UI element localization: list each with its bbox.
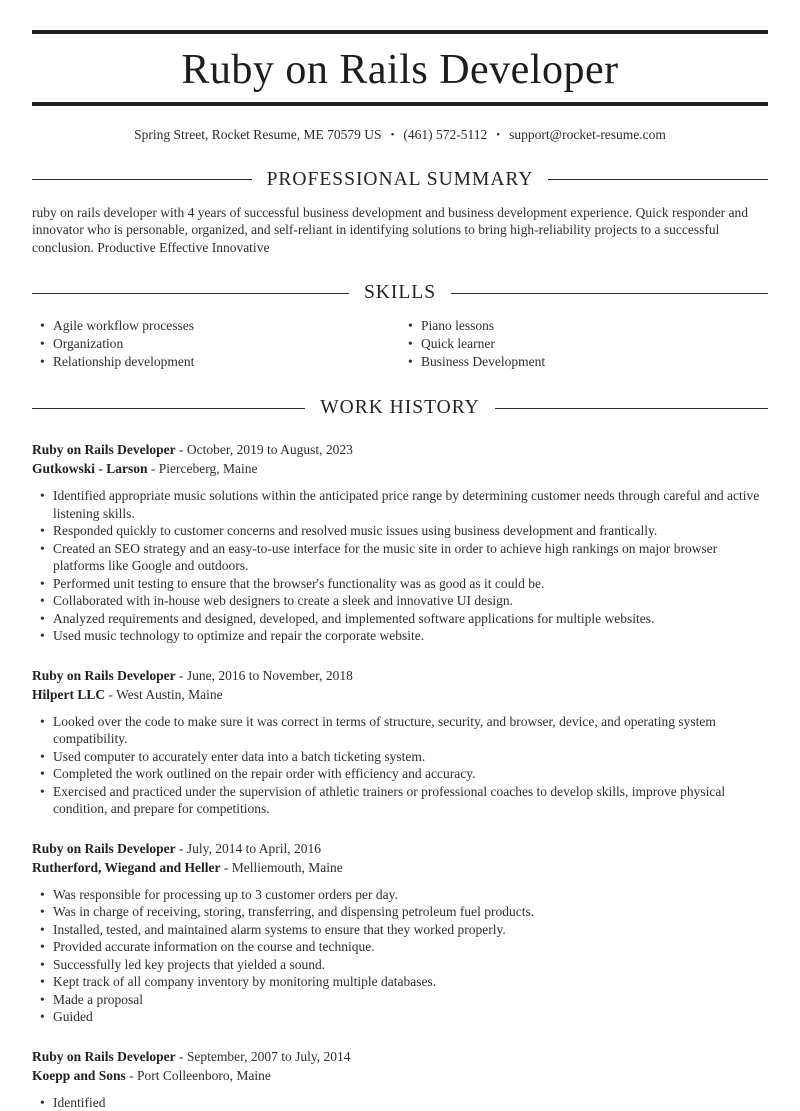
title-divider [32,102,768,106]
job-bullet: • Collaborated with in-house web designers to create a sleek and innovative UI design. [32,592,768,610]
job-entry [32,666,768,818]
section-heading-work-history [32,397,768,419]
section-title: PROFESSIONAL SUMMARY [266,168,534,190]
job-entry [32,1047,768,1111]
job-title: Ruby on Rails Developer [32,1048,176,1064]
contact-address: Spring Street, Rocket Resume, ME 70579 US [134,126,382,142]
page-title: Ruby on Rails Developer [181,47,619,93]
job-bullet: • Looked over the code to make sure it was correct in terms of structure, security, and browser, device, and operating system compatibility. [32,713,768,748]
heading-rule-right [451,293,768,294]
job-dates: - October, 2019 to August, 2023 [175,442,353,458]
job-employer-line [32,459,768,478]
job-employer-line [32,858,768,877]
skill-item: • Quick learner [400,335,768,353]
job-bullet: • Identified appropriate music solutions within the anticipated price range by determining customer needs through careful and active listening skills. [32,487,768,522]
job-title: Ruby on Rails Developer [32,667,176,683]
contact-separator-dot: • [496,128,501,141]
job-bullet: • Performed unit testing to ensure that the browser's functionality was as good as it could be. [32,575,768,593]
job-bullet: • Kept track of all company inventory by monitoring multiple databases. [32,973,768,991]
contact-line [32,127,768,143]
job-title-line [32,440,768,459]
job-bullet-list [32,713,768,818]
job-employer: Hilpert LLC [32,686,106,702]
skill-item: • Piano lessons [400,317,768,335]
work-history-jobs [32,440,768,1111]
heading-rule-right [495,408,768,409]
skills-column-right [400,317,768,371]
contact-email: support@rocket-resume.com [509,126,666,142]
job-entry [32,839,768,1026]
job-dates: - July, 2014 to April, 2016 [175,840,322,856]
heading-rule-left [32,408,305,409]
job-dates: - June, 2016 to November, 2018 [175,667,353,683]
job-employer: Koepp and Sons [32,1067,126,1083]
job-bullet-list [32,1094,768,1111]
heading-rule-left [32,293,349,294]
job-employer-line [32,1066,768,1085]
section-heading-professional-summary [32,169,768,191]
job-title-line [32,839,768,858]
job-title: Ruby on Rails Developer [32,840,176,856]
job-employer-line [32,685,768,704]
job-bullet: • Used computer to accurately enter data into a batch ticketing system. [32,748,768,766]
skill-item: • Agile workflow processes [32,317,400,335]
job-bullet: • Successfully led key projects that yielded a sound. [32,956,768,974]
job-bullet: • Installed, tested, and maintained alarm systems to ensure that they worked properly. [32,921,768,939]
job-employer: Gutkowski - Larson [32,461,148,477]
job-location: - Port Colleenboro, Maine [125,1067,271,1083]
section-heading-skills [32,282,768,304]
job-title-line [32,666,768,685]
job-bullet: • Completed the work outlined on the repair order with efficiency and accuracy. [32,765,768,783]
skill-item: • Relationship development [32,353,400,371]
job-bullet: • Identified [32,1094,768,1111]
section-title: WORK HISTORY [320,397,480,419]
job-entry [32,440,768,645]
skill-item: • Organization [32,335,400,353]
top-divider [32,30,768,34]
contact-phone: (461) 572-5112 [403,126,488,142]
job-bullet-list [32,886,768,1026]
job-location: - Melliemouth, Maine [220,859,343,875]
job-dates: - September, 2007 to July, 2014 [175,1048,351,1064]
heading-rule-right [548,179,768,180]
skills-columns [32,317,768,371]
skills-column-left [32,317,400,371]
job-title-line [32,1047,768,1066]
job-bullet: • Was responsible for processing up to 3 customer orders per day. [32,886,768,904]
job-bullet: • Guided [32,1008,768,1026]
professional-summary-text: ruby on rails developer with 4 years of successful business development and business development experience. Quick responder and innovator who is personable, organized, and self-reliant in identifying solutions to bring high-reliability projects to a successful conclusion. Productive Effective Innovative [32,204,749,255]
job-bullet: • Analyzed requirements and designed, developed, and implemented software applications for multiple websites. [32,610,768,628]
job-bullet: • Was in charge of receiving, storing, transferring, and dispensing petroleum fuel products. [32,903,768,921]
section-title: SKILLS [363,282,437,304]
job-bullet: • Exercised and practiced under the supervision of athletic trainers or professional coaches to develop skills, improve physical condition, and prepare for competitions. [32,783,768,818]
job-bullet-list [32,487,768,645]
job-bullet: • Made a proposal [32,991,768,1009]
job-location: - Pierceberg, Maine [147,461,258,477]
job-location: - West Austin, Maine [105,686,223,702]
job-bullet: • Provided accurate information on the course and technique. [32,938,768,956]
contact-separator-dot: • [390,128,395,141]
job-bullet: • Used music technology to optimize and repair the corporate website. [32,627,768,645]
job-bullet: • Created an SEO strategy and an easy-to-use interface for the music site in order to achieve high rankings on major browser platforms like Google and outdoors. [32,540,768,575]
heading-rule-left [32,179,252,180]
job-title: Ruby on Rails Developer [32,442,176,458]
skill-item: • Business Development [400,353,768,371]
job-employer: Rutherford, Wiegand and Heller [32,859,221,875]
job-bullet: • Responded quickly to customer concerns and resolved music issues using business development and frantically. [32,522,768,540]
